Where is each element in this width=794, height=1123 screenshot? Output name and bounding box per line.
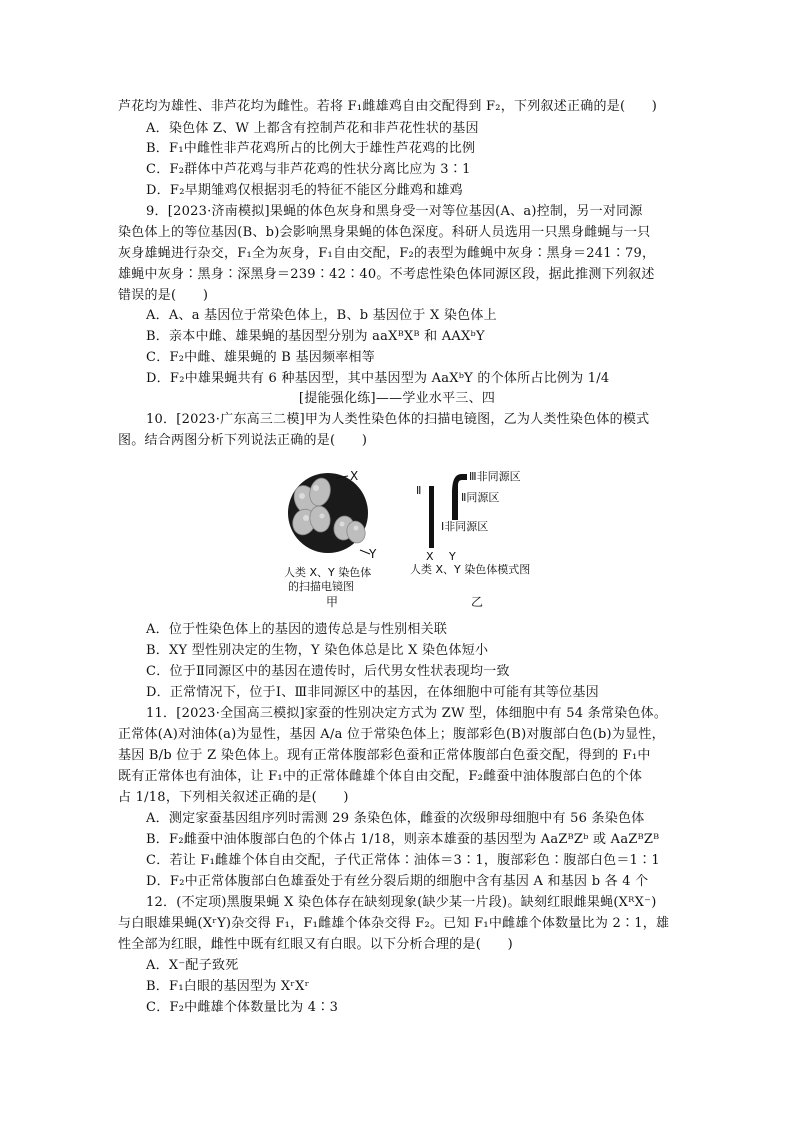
- region-3-label: Ⅲ非同源区: [469, 470, 521, 483]
- figure-yi-name: 乙: [471, 595, 484, 609]
- text-line: 性全部为红眼，雌性中既有红眼又有白眼。以下分析合理的是( ): [118, 937, 513, 952]
- chromosome-figure: [276, 464, 556, 609]
- region-2b-label: Ⅱ同源区: [461, 491, 500, 504]
- figure-yi-caption: 人类 X、Y 染色体模式图: [410, 563, 531, 576]
- question-10: 10．[2023·广东高三二模]甲为人类性染色体的扫描电镜图，乙为人类性染色体的模式: [146, 412, 650, 427]
- option-c: C．F₂中雌雄个体数量比为 4∶3: [146, 1000, 339, 1015]
- text-line: 芦花均为雄性、非芦花均为雌性。若将 F₁雌雄鸡自由交配得到 F₂，下列叙述正确的是( ): [118, 99, 658, 114]
- text-line: 图。结合两图分析下列说法正确的是( ): [118, 433, 368, 448]
- text-line: 正常体(A)对油体(a)为显性，基因 A/a 位于常染色体上；腹部彩色(B)对腹部白色(b)为显性，: [118, 727, 665, 742]
- text-line: 与白眼雄果蝇(XʳY)杂交得 F₁，F₁雌雄个体杂交得 F₂。已知 F₁中雌雄个体数量比为 2∶1，雄: [118, 916, 670, 931]
- figure-jia-caption: 的扫描电镜图: [288, 580, 354, 593]
- label-x: X: [350, 469, 359, 483]
- option-a: A．染色体 Z、W 上都含有控制芦花和非芦花性状的基因: [146, 121, 479, 136]
- text-line: 雄蝇中灰身∶黑身∶深黑身＝239∶42∶40。不考虑性染色体同源区段，据此推测下列叙述: [118, 267, 655, 282]
- text-line: 基因 B/b 位于 Z 染色体上。现有正常体腹部彩色蚕和正常体腹部白色蚕交配，得到的 F₁中: [118, 748, 651, 763]
- option-b: B．亲本中雌、雄果蝇的基因型分别为 aaXᴮXᴮ 和 AAXᵇY: [146, 329, 485, 344]
- label-y: Y: [369, 547, 377, 561]
- region-2-label: Ⅱ: [416, 484, 422, 497]
- option-d: D．正常情况下，位于Ⅰ、Ⅲ非同源区中的基因，在体细胞中可能有其等位基因: [146, 685, 599, 700]
- option-c: C．位于Ⅱ同源区中的基因在遗传时，后代男女性状表现均一致: [146, 664, 510, 679]
- question-12: 12．(不定项)黑腹果蝇 X 染色体存在缺刻现象(缺少某一片段)。缺刻红眼雌果蝇(XᴿX⁻): [146, 895, 657, 910]
- text-line: 灰身雄蝇进行杂交，F₁全为灰身，F₁自由交配，F₂的表型为雌蝇中灰身∶黑身＝241∶79，: [118, 246, 656, 261]
- text-line: 错误的是( ): [118, 288, 209, 303]
- text-line: 占 1/18，下列相关叙述正确的是( ): [118, 790, 349, 805]
- question-11: 11．[2023·全国高三模拟]家蚕的性别决定方式为 ZW 型，体细胞中有 54 条常染色体。: [146, 706, 668, 721]
- yi-y-label: Y: [449, 550, 456, 563]
- section-heading: [提能强化练]——学业水平三、四: [298, 391, 496, 406]
- text-line: 既有正常体也有油体，让 F₁中的正常体雌雄个体自由交配，F₂雌蚕中油体腹部白色的个体: [118, 769, 643, 784]
- option-c: C．若让 F₁雌雄个体自由交配，子代正常体∶油体＝3∶1，腹部彩色∶腹部白色＝1∶1: [146, 853, 660, 868]
- figure-jia-name: 甲: [326, 595, 339, 609]
- option-a: A．X⁻配子致死: [146, 958, 239, 973]
- option-c: C．F₂群体中芦花鸡与非芦花鸡的性状分离比应为 3∶1: [146, 162, 471, 177]
- option-d: D．F₂早期雏鸡仅根据羽毛的特征不能区分雌鸡和雄鸡: [146, 183, 463, 198]
- yi-x-label: X: [426, 550, 434, 563]
- sem-image: [288, 473, 370, 554]
- text-line: 染色体上的等位基因(B、b)会影响黑身果蝇的体色深度。科研人员选用一只黑身雌蝇与一只: [118, 225, 651, 240]
- option-b: B．F₁中雌性非芦花鸡所占的比例大于雄性芦花鸡的比例: [146, 141, 476, 156]
- schematic-chromosomes: [429, 474, 467, 548]
- question-9: 9．[2023·济南模拟]果蝇的体色灰身和黑身受一对等位基因(A、a)控制，另一对同源: [146, 204, 643, 219]
- option-d: D．F₂中雄果蝇共有 6 种基因型，其中基因型为 AaXᵇY 的个体所占比例为 1/4: [146, 371, 610, 386]
- option-b: B．F₂雌蚕中油体腹部白色的个体占 1/18，则亲本雄蚕的基因型为 AaZᴮZᵇ 或 AaZᴮZᴮ: [146, 832, 660, 847]
- option-b: B．F₁白眼的基因型为 XʳXʳ: [146, 979, 310, 994]
- option-a: A．测定家蚕基因组序列时需测 29 条染色体，雌蚕的次级卵母细胞中有 56 条染色体: [146, 811, 645, 826]
- option-c: C．F₂中雌、雄果蝇的 B 基因频率相等: [146, 350, 375, 365]
- option-b: B．XY 型性别决定的生物，Y 染色体总是比 X 染色体短小: [146, 643, 489, 658]
- region-1-label: Ⅰ非同源区: [441, 520, 489, 533]
- option-d: D．F₂中正常体腹部白色雄蚕处于有丝分裂后期的细胞中含有基因 A 和基因 b 各 4 个: [146, 874, 649, 889]
- option-a: A．位于性染色体上的基因的遗传总是与性别相关联: [146, 622, 448, 637]
- option-a: A．A、a 基因位于常染色体上，B、b 基因位于 X 染色体上: [146, 308, 497, 323]
- figure-jia-caption: 人类 X、Y 染色体: [284, 566, 372, 579]
